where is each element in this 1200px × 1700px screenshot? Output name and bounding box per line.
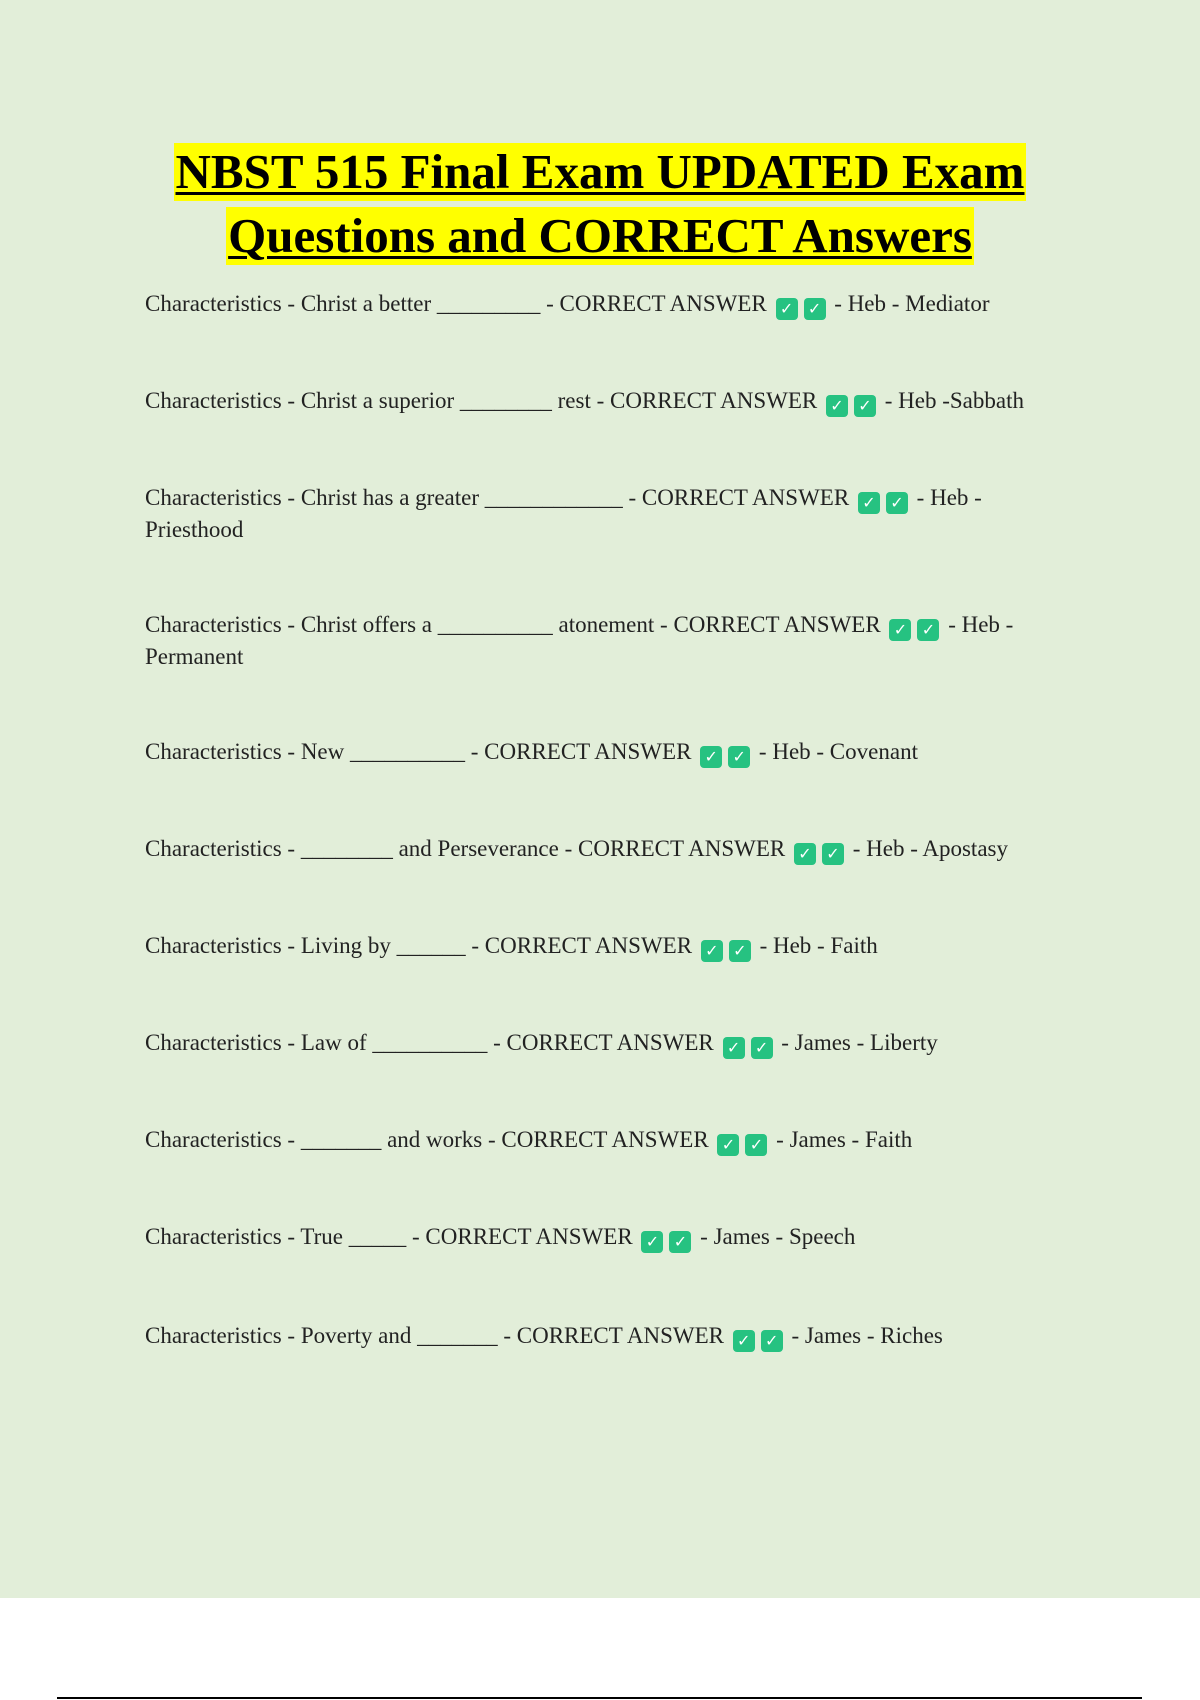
check-icon: ✓	[858, 492, 880, 514]
qa-item	[145, 736, 1080, 768]
question-text: Characteristics - New __________ - CORRECT ANSWER	[145, 739, 692, 764]
answer-text: - Heb - Apostasy	[852, 836, 1008, 861]
check-icon: ✓	[794, 843, 816, 865]
check-icon: ✓	[641, 1231, 663, 1253]
qa-item	[145, 1221, 1080, 1253]
answer-text: - James - Liberty	[781, 1030, 938, 1055]
qa-item	[145, 288, 1080, 320]
check-icon: ✓	[700, 746, 722, 768]
question-text: Characteristics - ________ and Perseverance - CORRECT ANSWER	[145, 836, 786, 861]
check-icon: ✓	[723, 1037, 745, 1059]
qa-item	[145, 833, 1080, 865]
check-icon: ✓	[917, 619, 939, 641]
question-text: Characteristics - _______ and works - CORRECT ANSWER	[145, 1127, 709, 1152]
check-icon: ✓	[854, 395, 876, 417]
check-icon: ✓	[733, 1330, 755, 1352]
answer-text: - Heb - Permanent	[145, 612, 1014, 669]
qa-item	[145, 609, 1080, 672]
question-text: Characteristics - Christ has a greater ____________ - CORRECT ANSWER	[145, 485, 850, 510]
question-text: Characteristics - Christ offers a __________ atonement - CORRECT ANSWER	[145, 612, 881, 637]
check-icon: ✓	[826, 395, 848, 417]
check-icon: ✓	[804, 298, 826, 320]
check-icon: ✓	[761, 1330, 783, 1352]
check-icon: ✓	[717, 1134, 739, 1156]
qa-item	[145, 1320, 1080, 1352]
check-icon: ✓	[889, 619, 911, 641]
check-icon: ✓	[745, 1134, 767, 1156]
question-text: Characteristics - Christ a better _________ - CORRECT ANSWER	[145, 291, 767, 316]
title-line-1: NBST 515 Final Exam UPDATED Exam	[175, 144, 1025, 199]
check-icon: ✓	[751, 1037, 773, 1059]
title-line-2: Questions and CORRECT Answers	[228, 208, 972, 263]
question-text: Characteristics - Law of __________ - CORRECT ANSWER	[145, 1030, 714, 1055]
check-icon: ✓	[776, 298, 798, 320]
qa-item	[145, 930, 1080, 962]
check-icon: ✓	[669, 1231, 691, 1253]
question-text: Characteristics - Living by ______ - CORRECT ANSWER	[145, 933, 693, 958]
answer-text: - Heb - Faith	[759, 933, 878, 958]
answer-text: - Heb -Sabbath	[884, 388, 1024, 413]
check-icon: ✓	[886, 492, 908, 514]
answer-text: - Heb - Priesthood	[145, 485, 982, 542]
qa-item	[145, 1027, 1080, 1059]
answer-text: - James - Speech	[700, 1224, 856, 1249]
footer-divider	[57, 1697, 1142, 1699]
check-icon: ✓	[729, 940, 751, 962]
question-text: Characteristics - Christ a superior ________ rest - CORRECT ANSWER	[145, 388, 818, 413]
qa-item	[145, 482, 1080, 545]
question-text: Characteristics - Poverty and _______ - CORRECT ANSWER	[145, 1323, 724, 1348]
check-icon: ✓	[728, 746, 750, 768]
question-text: Characteristics - True _____ - CORRECT ANSWER	[145, 1224, 633, 1249]
answer-text: - Heb - Mediator	[834, 291, 990, 316]
document-title	[0, 143, 1200, 271]
answer-text: - James - Riches	[791, 1323, 943, 1348]
check-icon: ✓	[822, 843, 844, 865]
qa-item	[145, 385, 1080, 417]
answer-text: - James - Faith	[776, 1127, 913, 1152]
qa-item	[145, 1124, 1080, 1156]
answer-text: - Heb - Covenant	[758, 739, 918, 764]
check-icon: ✓	[701, 940, 723, 962]
